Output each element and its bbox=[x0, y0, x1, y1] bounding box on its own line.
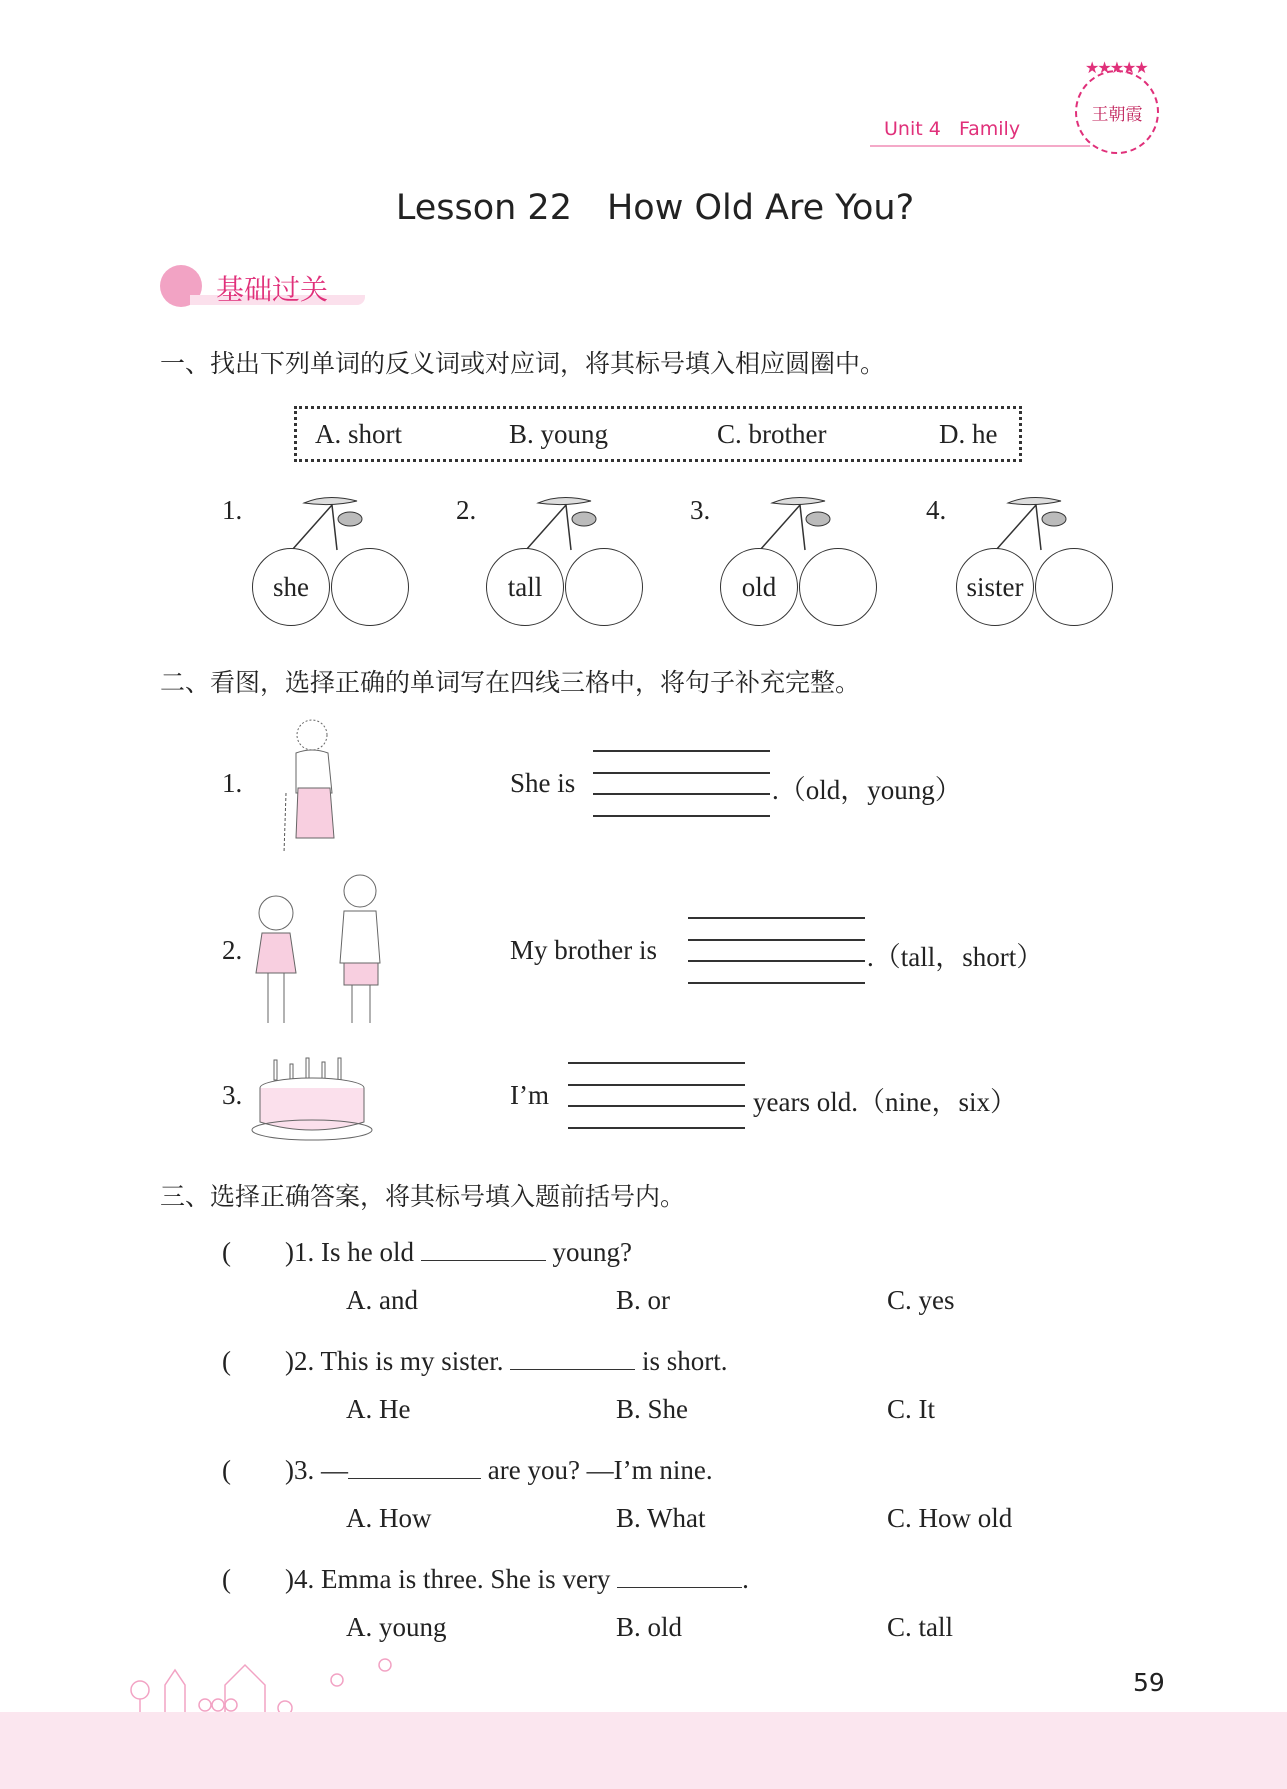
choice-b: B. She bbox=[616, 1394, 689, 1424]
answer-parentheses[interactable]: ( ) bbox=[222, 1564, 294, 1594]
question-text-end: is short. bbox=[642, 1346, 728, 1376]
part2-heading: 二、看图，选择正确的单词写在四线三格中，将句子补充完整。 bbox=[160, 668, 861, 697]
option-b: B. young bbox=[509, 419, 609, 449]
question-text-end: young? bbox=[552, 1237, 632, 1267]
item-number: 3. bbox=[690, 495, 711, 525]
answer-circle[interactable] bbox=[1035, 548, 1113, 626]
question-3 bbox=[222, 1448, 713, 1487]
part1-heading: 一、找出下列单词的反义词或对应词，将其标号填入相应圆圈中。 bbox=[160, 349, 886, 378]
option-a: A. short bbox=[315, 419, 402, 449]
unit-number: Unit 4 bbox=[884, 118, 941, 140]
answer-circle[interactable] bbox=[331, 548, 409, 626]
item-number: 1. bbox=[222, 768, 243, 798]
choice-a: A. He bbox=[346, 1394, 411, 1424]
choice-a: A. young bbox=[346, 1612, 447, 1642]
choice-b: B. What bbox=[616, 1503, 706, 1533]
cherry-item-2 bbox=[456, 495, 646, 635]
cherry-item-1 bbox=[222, 495, 412, 635]
answer-blank bbox=[510, 1347, 635, 1370]
stars-icon: ★★★★★ bbox=[1085, 60, 1147, 77]
page-title: Lesson 22 How Old Are You? bbox=[395, 188, 915, 228]
brand-logo: ★★★★★ 王朝霞 bbox=[1075, 70, 1159, 154]
sentence-start: I’m bbox=[510, 1080, 549, 1110]
part3-heading: 三、选择正确答案，将其标号填入题前括号内。 bbox=[160, 1182, 686, 1211]
item-number: 3. bbox=[222, 1080, 243, 1110]
choice-c: C. yes bbox=[887, 1285, 955, 1315]
four-line-grid[interactable] bbox=[593, 750, 770, 816]
question-text-end: are you? —I’m nine. bbox=[487, 1455, 713, 1485]
footer-band bbox=[0, 1712, 1287, 1789]
question-text-end: . bbox=[742, 1564, 749, 1594]
item-number: 4. bbox=[926, 495, 947, 525]
four-line-grid[interactable] bbox=[688, 917, 865, 983]
sentence-end: years old.（nine，six） bbox=[753, 1087, 1017, 1117]
item-number: 2. bbox=[222, 935, 243, 965]
question-text: 2. This is my sister. bbox=[293, 1346, 504, 1376]
answer-parentheses[interactable]: ( ) bbox=[222, 1455, 294, 1485]
town-decoration-icon bbox=[125, 1650, 405, 1720]
cherry-word: tall bbox=[486, 548, 564, 626]
unit-topic: Family bbox=[958, 118, 1021, 140]
option-c: C. brother bbox=[717, 419, 827, 449]
word-options-box bbox=[294, 406, 1022, 462]
answer-parentheses[interactable]: ( ) bbox=[222, 1237, 294, 1267]
choice-c: C. It bbox=[887, 1394, 936, 1424]
answer-circle[interactable] bbox=[565, 548, 643, 626]
sentence-end: .（old，young） bbox=[772, 775, 962, 805]
sentence-start: My brother is bbox=[510, 935, 657, 965]
question-2 bbox=[222, 1339, 728, 1378]
sentence-start: She is bbox=[510, 768, 576, 798]
cherry-item-4 bbox=[926, 495, 1116, 635]
question-text: 3. — bbox=[293, 1455, 348, 1485]
choice-b: B. or bbox=[616, 1285, 670, 1315]
choice-b: B. old bbox=[616, 1612, 683, 1642]
choice-c: C. How old bbox=[887, 1503, 1013, 1533]
choice-c: C. tall bbox=[887, 1612, 953, 1642]
item-number: 2. bbox=[456, 495, 477, 525]
question-1 bbox=[222, 1230, 632, 1269]
answer-blank bbox=[617, 1565, 742, 1588]
choice-a: A. How bbox=[346, 1503, 432, 1533]
unit-label bbox=[884, 118, 1020, 140]
question-text: 1. Is he old bbox=[293, 1237, 414, 1267]
four-line-grid[interactable] bbox=[568, 1062, 745, 1128]
page-number: 59 bbox=[1133, 1668, 1165, 1697]
birthday-cake-illustration bbox=[250, 1050, 375, 1143]
answer-blank bbox=[421, 1238, 546, 1261]
header-rule bbox=[870, 145, 1090, 147]
cherry-item-3 bbox=[690, 495, 880, 635]
item-number: 1. bbox=[222, 495, 243, 525]
question-4 bbox=[222, 1557, 749, 1596]
section-badge bbox=[160, 265, 375, 307]
answer-blank bbox=[348, 1456, 481, 1479]
answer-circle[interactable] bbox=[799, 548, 877, 626]
answer-parentheses[interactable]: ( ) bbox=[222, 1346, 294, 1376]
option-d: D. he bbox=[939, 419, 998, 449]
cherry-word: old bbox=[720, 548, 798, 626]
question-text: 4. Emma is three. She is very bbox=[293, 1564, 611, 1594]
sentence-end: .（tall，short） bbox=[867, 942, 1044, 972]
section-badge-label: 基础过关 bbox=[216, 273, 329, 306]
grandma-illustration bbox=[276, 713, 342, 856]
cherry-word: sister bbox=[956, 548, 1034, 626]
cherry-word: she bbox=[252, 548, 330, 626]
choice-a: A. and bbox=[346, 1285, 418, 1315]
girl-boy-illustration bbox=[252, 873, 392, 1027]
